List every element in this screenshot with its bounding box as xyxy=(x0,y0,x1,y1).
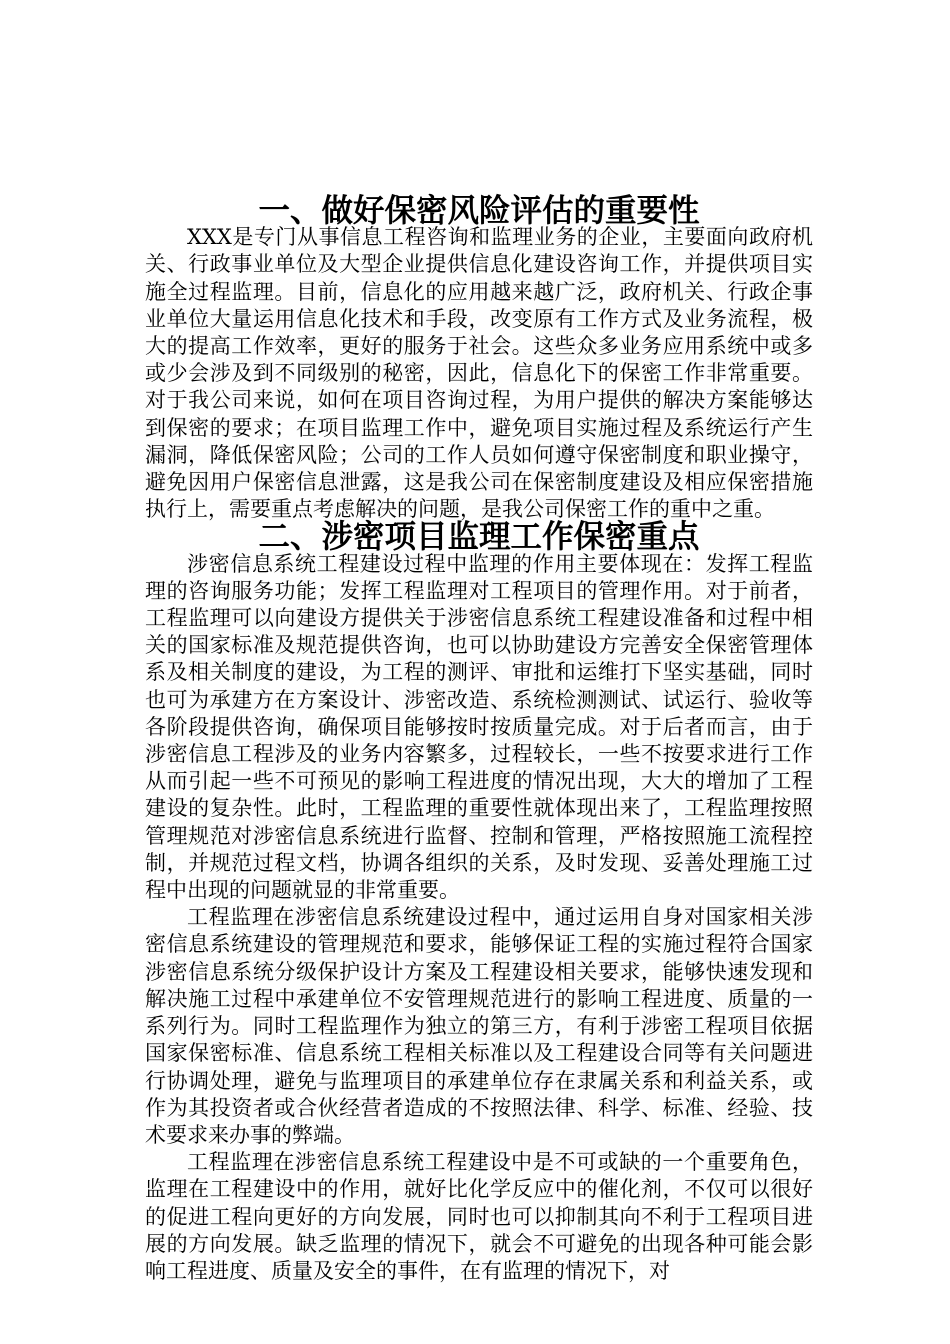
paragraph-supervision-role: 涉密信息系统工程建设过程中监理的作用主要体现在：发挥工程监理的咨询服务功能；发挥工程监理对工程项目的管理作用。对于前者，工程监理可以向建设方提供关于涉密信息系统工程建设准备和过程中相关的国家标准及规范提供咨询，也可以协助建设方完善安全保密管理体系及相关制度的建设，为工程的测评、审批和运维打下坚实基础，同时也可为承建方在方案设计、涉密改造、系统检测测试、试运行、验收等各阶段提供咨询，确保项目能够按时按质量完成。对于后者而言，由于涉密信息工程涉及的业务内容繁多，过程较长，一些不按要求进行工作从而引起一些不可预见的影响工程进度的情况出现，大大的增加了工程建设的复杂性。此时，工程监理的重要性就体现出来了，工程监理按照管理规范对涉密信息系统进行监督、控制和管理，严格按照施工流程控制，并规范过程文档，协调各组织的关系，及时发现、妥善处理施工过程中出现的问题就显的非常重要。 xyxy=(145,551,813,903)
paragraph-supervision-standards: 工程监理在涉密信息系统建设过程中，通过运用自身对国家相关涉密信息系统建设的管理规范和要求，能够保证工程的实施过程符合国家涉密信息系统分级保护设计方案及工程建设相关要求，能够快速发现和解决施工过程中承建单位不安管理规范进行的影响工程进度、质量的一系列行为。同时工程监理作为独立的第三方，有利于涉密工程项目依据国家保密标准、信息系统工程相关标准以及工程建设合同等有关问题进行协调处理，避免与监理项目的承建单位存在隶属关系和利益关系，或作为其投资者或合伙经营者造成的不按照法律、科学、标准、经验、技术要求来办事的弊端。 xyxy=(145,905,813,1147)
paragraph-supervision-catalyst: 工程监理在涉密信息系统工程建设中是不可或缺的一个重要角色，监理在工程建设中的作用，就好比化学反应中的催化剂，不仅可以很好的促进工程向更好的方向发展，同时也可以抑制其向不利于工程项目进展的方向发展。缺乏监理的情况下，就会不可避免的出现各种可能会影响工程进度、质量及安全的事件，在有监理的情况下，对 xyxy=(145,1150,813,1283)
paragraph-company-intro: XXX是专门从事信息工程咨询和监理业务的企业，主要面向政府机关、行政事业单位及大型企业提供信息化建设咨询工作，并提供项目实施全过程监理。目前，信息化的应用越来越广泛，政府机关、行政企事业单位大量运用信息化技术和手段，改变原有工作方式及业务流程，极大的提高工作效率，更好的服务于社会。这些众多业务应用系统中或多或少会涉及到不同级别的秘密，因此，信息化下的保密工作非常重要。对于我公司来说，如何在项目咨询过程，为用户提供的解决方案能够达到保密的要求；在项目监理工作中，避免项目实施过程及系统运行产生漏洞，降低保密风险；公司的工作人员如何遵守保密制度和职业操守，避免因用户保密信息泄露，这是我公司在保密制度建设及相应保密措施执行上，需要重点考虑解决的问题，是我公司保密工作的重中之重。 xyxy=(145,225,813,522)
document-page xyxy=(145,192,813,1285)
section-heading-risk-assessment: 一、做好保密风险评估的重要性 xyxy=(258,192,700,229)
section-heading-supervision-focus: 二、涉密项目监理工作保密重点 xyxy=(258,518,700,556)
